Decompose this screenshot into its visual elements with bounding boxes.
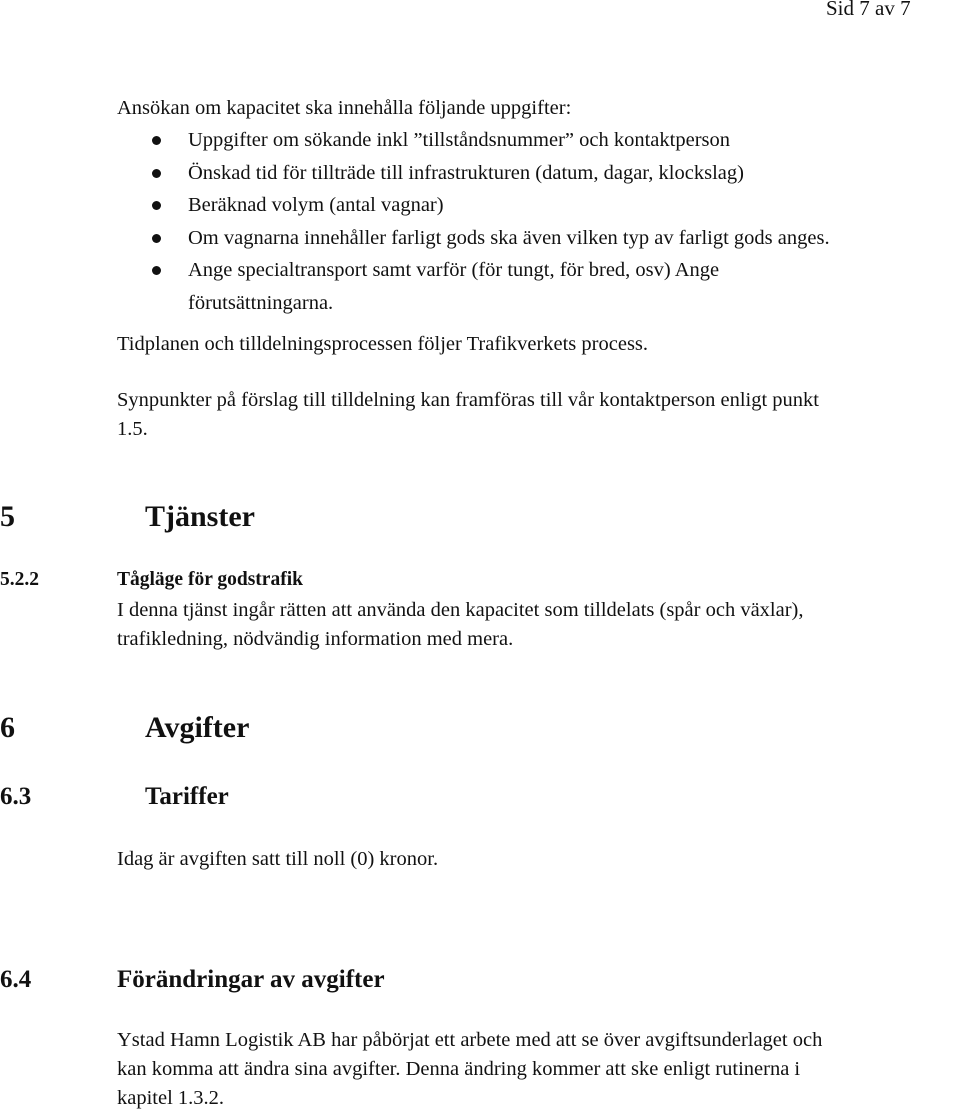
section-5-2-2-number: 5.2.2 xyxy=(0,569,39,590)
list-item: Ange specialtransport samt varför (för tungt, för bred, osv) Ange xyxy=(188,254,830,287)
tidplan-paragraph: Tidplanen och tilldelningsprocessen följer Trafikverkets process. xyxy=(117,333,649,355)
page-number: Sid 7 av 7 xyxy=(826,0,911,20)
synpunkter-paragraph-line2: 1.5. xyxy=(117,418,148,440)
list-item: Beräknad volym (antal vagnar) xyxy=(188,189,830,222)
list-item-continuation: förutsättningarna. xyxy=(188,291,334,314)
section-6-4-line1: Ystad Hamn Logistik AB har påbörjat ett arbete med att se över avgiftsunderlaget och xyxy=(117,1029,823,1051)
section-6-4-line3: kapitel 1.3.2. xyxy=(117,1087,225,1109)
section-6-4-line2: kan komma att ändra sina avgifter. Denna ändring kommer att ske enligt rutinerna i xyxy=(117,1058,801,1080)
bullet-icon xyxy=(152,169,161,178)
list-item: Uppgifter om sökande inkl ”tillståndsnummer” och kontaktperson xyxy=(188,124,830,157)
section-5-number: 5 xyxy=(0,500,15,533)
section-5-2-2-line1: I denna tjänst ingår rätten att använda den kapacitet som tilldelats (spår och växlar), xyxy=(117,599,804,621)
bullet-icon xyxy=(152,266,161,275)
section-6-number: 6 xyxy=(0,711,15,744)
list-item: Om vagnarna innehåller farligt gods ska även vilken typ av farligt gods anges. xyxy=(188,222,830,255)
bullet-icon xyxy=(152,201,161,210)
synpunkter-paragraph-line1: Synpunkter på förslag till tilldelning kan framföras till vår kontaktperson enligt punkt xyxy=(117,389,819,411)
bullet-icon xyxy=(152,234,161,243)
section-6-title: Avgifter xyxy=(145,711,250,744)
list-item: Önskad tid för tillträde till infrastrukturen (datum, dagar, klockslag) xyxy=(188,157,830,190)
section-5-title: Tjänster xyxy=(145,500,255,533)
section-5-2-2-line2: trafikledning, nödvändig information med mera. xyxy=(117,628,514,650)
section-6-4-title: Förändringar av avgifter xyxy=(117,966,385,993)
section-6-3-text: Idag är avgiften satt till noll (0) kronor. xyxy=(117,848,439,870)
section-6-3-number: 6.3 xyxy=(0,783,32,810)
section-5-2-2-title: Tågläge för godstrafik xyxy=(117,569,303,590)
section-6-4-number: 6.4 xyxy=(0,966,32,993)
section-6-3-title: Tariffer xyxy=(145,783,229,810)
bullet-icon xyxy=(152,136,161,145)
intro-text: Ansökan om kapacitet ska innehålla följande uppgifter: xyxy=(117,97,572,119)
requirements-list xyxy=(188,124,830,319)
